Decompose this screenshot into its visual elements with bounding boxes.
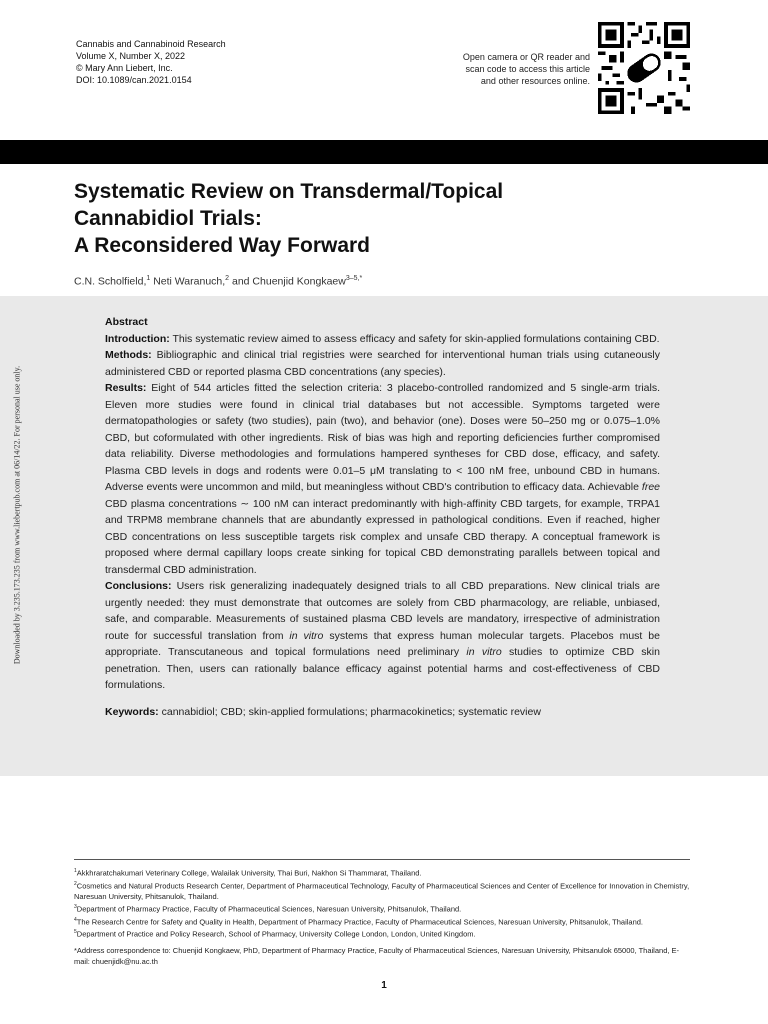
correspondence-note: *Address correspondence to: Chuenjid Kongkaew, PhD, Department of Pharmacy Practice, Faculty of Pharmaceutical Sciences, Naresuan University, Phitsanulok 65000, Thailand, E-mail: chuenjidk@nu.ac.th bbox=[74, 945, 680, 966]
footnote-3-text: Department of Pharmacy Practice, Faculty of Pharmaceutical Sciences, Naresuan University, Phitsanulok, Thailand. bbox=[76, 904, 462, 914]
author-2: Neti Waranuch, bbox=[150, 275, 226, 288]
footnote-2-mark: 2 bbox=[74, 880, 77, 887]
qr-instructions bbox=[420, 51, 590, 87]
footnote-1 bbox=[74, 866, 694, 879]
journal-doi[interactable]: DOI: 10.1089/can.2021.0154 bbox=[76, 75, 192, 85]
keywords bbox=[105, 704, 660, 721]
results-free: free bbox=[641, 481, 660, 493]
footnote-4-text: The Research Centre for Safety and Quality in Health, Department of Pharmacy Practice, Faculty of Pharmaceutical Sciences, Naresuan University, Phitsanulok, Thailand. bbox=[76, 917, 644, 926]
qr-line-2: scan code to access this article bbox=[465, 64, 590, 74]
journal-copyright: © Mary Ann Liebert, Inc. bbox=[76, 63, 173, 73]
footnote-4-mark: 4 bbox=[74, 916, 77, 923]
download-side-note-text: Downloaded by 3.235.173.235 from www.liebertpub.com at 06/14/22. For personal use only. bbox=[12, 365, 22, 665]
footnote-divider bbox=[74, 859, 690, 860]
page-number: 1 bbox=[381, 980, 387, 991]
methods-text: Bibliographic and clinical trial registries were searched for interventional human trials using cutaneously administered CBD or reported plasma CBD concentrations (any species). bbox=[105, 349, 660, 378]
abstract-heading: Abstract bbox=[105, 316, 148, 328]
conclusions-text-1: Users risk generalizing inadequately designed trials to all CBD preparations. New clinical trials are urgently needed: they must demonstrate that outcomes are solely from CBD pharmacology, are reliable, unbiased, safe, and comparable. Measurements of sustained plasma CBD levels are mandatory, irrespective of administration route for successful translation from bbox=[105, 580, 660, 642]
introduction-text: This systematic review aimed to assess efficacy and safety for skin-applied formulations containing CBD. bbox=[169, 332, 660, 345]
author-3: and Chuenjid Kongkaew bbox=[229, 275, 346, 288]
download-side-note bbox=[10, 345, 24, 685]
qr-line-3: and other resources online. bbox=[480, 76, 590, 86]
abstract-results bbox=[105, 380, 660, 578]
footnote-3 bbox=[74, 902, 694, 915]
conclusions-in-vitro-2: in vitro bbox=[466, 646, 502, 658]
abstract-conclusions bbox=[105, 578, 660, 694]
author-list bbox=[74, 275, 362, 288]
author-1: C.N. Scholfield, bbox=[74, 275, 147, 288]
abstract-methods bbox=[105, 347, 660, 380]
conclusions-text-2: systems that express human molecular targets. Placebos must be appropriate. Transcutaneous and topical formulations need preliminary bbox=[105, 629, 660, 658]
qr-line-1: Open camera or QR reader and bbox=[462, 52, 590, 62]
keywords-text: cannabidiol; CBD; skin-applied formulations; pharmacokinetics; systematic review bbox=[158, 705, 541, 718]
journal-info bbox=[76, 38, 226, 86]
title-line-1: Systematic Review on Transdermal/Topical bbox=[74, 180, 504, 203]
conclusions-in-vitro-1: in vitro bbox=[289, 629, 324, 642]
footnote-2 bbox=[74, 879, 694, 903]
title-line-2: Cannabidiol Trials: bbox=[74, 207, 262, 230]
footnote-5 bbox=[74, 927, 694, 940]
journal-volume: Volume X, Number X, 2022 bbox=[76, 51, 186, 61]
keywords-label: Keywords: bbox=[105, 705, 159, 718]
footnote-1-text: Akkhraratchakumari Veterinary College, Walailak University, Thai Buri, Nakhon Si Thammarat, Thailand. bbox=[76, 868, 422, 878]
conclusions-text-3: studies to optimize CBD skin penetration. Then, users can rationally balance efficacy against potential harms and cost-effectiveness of CBD formulations. bbox=[105, 646, 660, 691]
conclusions-label: Conclusions: bbox=[105, 580, 172, 592]
title-line-3: A Reconsidered Way Forward bbox=[74, 234, 371, 257]
results-text-2: CBD plasma concentrations ∼ 100 nM can interact predominantly with high-affinity CBD targets, for example, TRPA1 and TRPM8 membrane channels that are abundantly expressed in pathological conditions. Even if reached, higher CBD concentrations on less susceptible targets risk complex and unsafe CBD therapy. A conceptual framework is proposed where dermal capillary loops create sinking for topical CBD demonstrating parallels between topical and transdermal CBD administration. bbox=[105, 497, 660, 576]
author-3-affiliation: 3–5,* bbox=[345, 275, 363, 282]
author-1-affiliation: 1 bbox=[146, 275, 151, 282]
footnote-4 bbox=[74, 915, 694, 928]
footnote-5-mark: 5 bbox=[74, 929, 77, 935]
qr-code-icon[interactable] bbox=[598, 22, 690, 114]
author-2-affiliation: 2 bbox=[225, 275, 230, 282]
footnote-5-text: Department of Practice and Policy Research, School of Pharmacy, University College London, London, United Kingdom. bbox=[76, 929, 476, 939]
journal-name: Cannabis and Cannabinoid Research bbox=[76, 39, 226, 49]
footnote-2-text: Cosmetics and Natural Products Research Center, Department of Pharmaceutical Technology, Faculty of Pharmaceutical Sciences and Center of Excellence for Innovation in Chemistry, Naresuan University, Phitsanulok, Thailand. bbox=[74, 881, 690, 901]
footnote-1-mark: 1 bbox=[74, 868, 77, 874]
results-label: Results: bbox=[105, 382, 147, 394]
methods-label: Methods: bbox=[105, 349, 152, 361]
introduction-label: Introduction: bbox=[105, 332, 170, 345]
results-text-1: Eight of 544 articles fitted the selection criteria: 3 placebo-controlled randomized and 5 single-arm trials. Eleven more studies were found in clinical trial databases but not accessible. Symptoms targeted were dermatopathologies or safety (two studies), pain (two), and behavior (one). Doses were 50–250 mg or 0.075–1.0% CBD, but coformulated with other ingredients. Risk of bias was high and reporting deficiencies further compromised data reliability. Diverse methodologies and formulations hampered syntheses for CBD dose, efficacy, and safety. Plasma CBD levels in dogs and rodents were 0.01–5 μM translating to < 100 nM free, unbound CBD in humans. Adverse events were uncommon and mild, but meaningless without CBD's contribution to efficacy data. Achievable bbox=[105, 382, 660, 493]
header-band bbox=[0, 140, 768, 164]
abstract-introduction bbox=[105, 331, 660, 348]
affiliation-footnotes bbox=[74, 866, 694, 967]
footnote-3-mark: 3 bbox=[74, 904, 77, 910]
article-title bbox=[74, 178, 674, 259]
abstract bbox=[105, 314, 660, 720]
